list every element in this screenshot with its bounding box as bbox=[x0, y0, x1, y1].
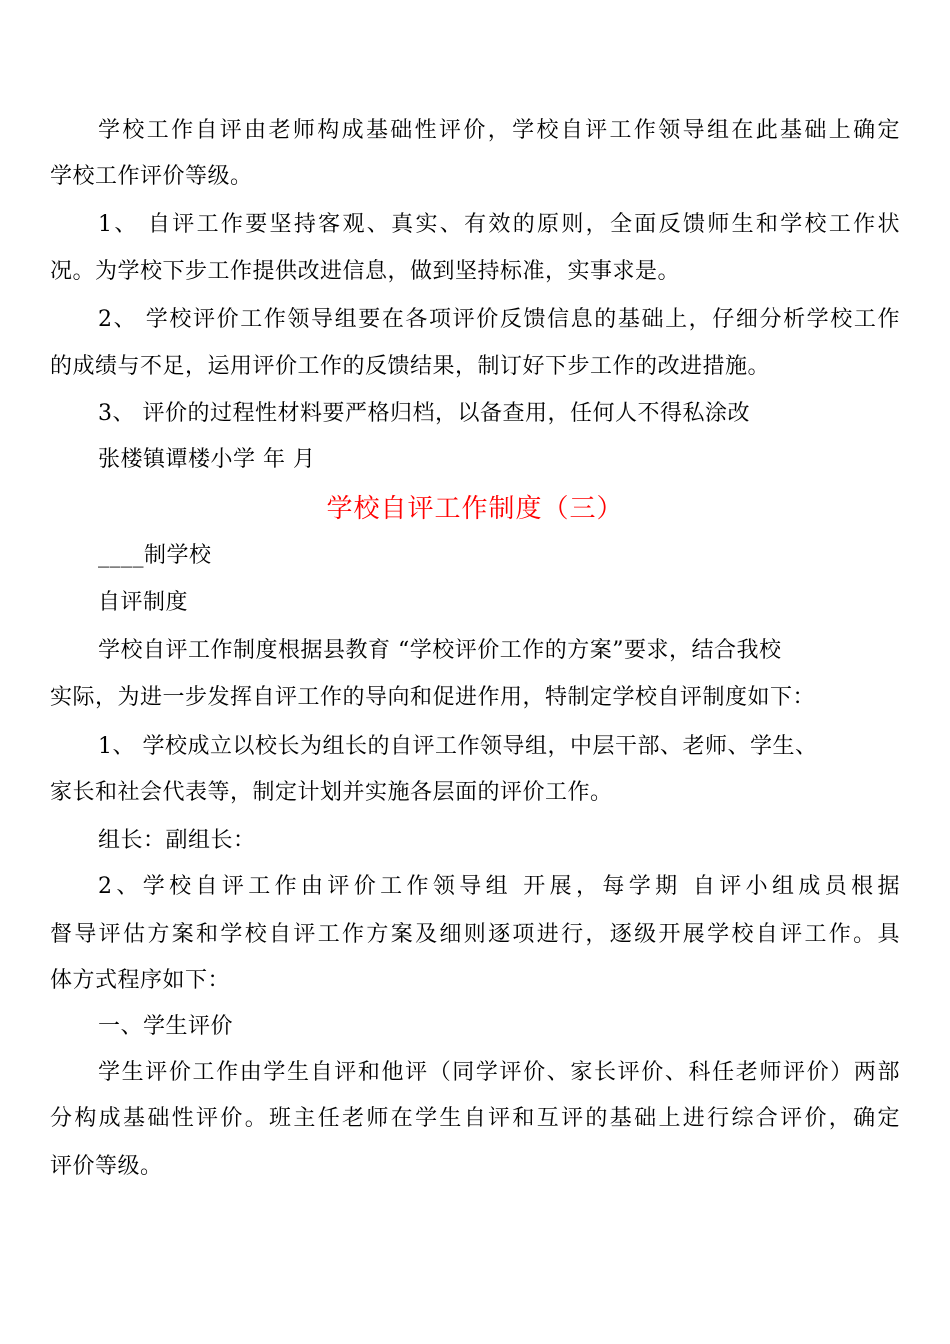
paragraph-line: 学校工作自评由老师构成基础性评价，学校自评工作领导组在此基础上确定 bbox=[98, 118, 900, 143]
paragraph-line: 学生评价工作由学生自评和他评（同学评价、家长评价、科任老师评价）两部 bbox=[98, 1060, 900, 1085]
paragraph-line: 2、学校自评工作由评价工作领导组 开展，每学期 自评小组成员根据 bbox=[98, 874, 900, 899]
paragraph-line: 1、 学校成立以校长为组长的自评工作领导组，中层干部、老师、学生、 bbox=[98, 734, 818, 759]
paragraph-line: ____制学校 bbox=[98, 543, 212, 568]
paragraph-line: 的成绩与不足，运用评价工作的反馈结果，制订好下步工作的改进措施。 bbox=[50, 354, 771, 379]
paragraph-line: 学校工作评价等级。 bbox=[50, 164, 253, 189]
paragraph-line: 体方式程序如下： bbox=[50, 968, 231, 993]
section-heading: 一、学生评价 bbox=[98, 1014, 234, 1039]
paragraph-line: 学校自评工作制度根据县教育 “学校评价工作的方案”要求，结合我校 bbox=[98, 638, 782, 663]
paragraph-line: 实际，为进一步发挥自评工作的导向和促进作用，特制定学校自评制度如下： bbox=[50, 685, 816, 710]
paragraph-line: 况。为学校下步工作提供改进信息，做到坚持标准，实事求是。 bbox=[50, 259, 681, 284]
signature-line: 张楼镇谭楼小学 年 月 bbox=[98, 447, 316, 472]
paragraph-line: 3、 评价的过程性材料要严格归档，以备查用，任何人不得私涂改 bbox=[98, 401, 750, 426]
paragraph-line: 组长：副组长： bbox=[98, 828, 256, 853]
paragraph-line: 自评制度 bbox=[98, 590, 189, 615]
paragraph-line: 分构成基础性评价。班主任老师在学生自评和互评的基础上进行综合评价，确定 bbox=[50, 1106, 900, 1131]
paragraph-line: 1、 自评工作要坚持客观、真实、有效的原则，全面反馈师生和学校工作状 bbox=[98, 212, 900, 237]
paragraph-line: 督导评估方案和学校自评工作方案及细则逐项进行，逐级开展学校自评工作。具 bbox=[50, 922, 900, 947]
paragraph-line: 评价等级。 bbox=[50, 1154, 163, 1179]
paragraph-line: 家长和社会代表等，制定计划并实施各层面的评价工作。 bbox=[50, 780, 613, 805]
paragraph-line: 2、 学校评价工作领导组要在各项评价反馈信息的基础上，仔细分析学校工作 bbox=[98, 307, 900, 332]
document-title: 学校自评工作制度（三） bbox=[326, 494, 624, 524]
